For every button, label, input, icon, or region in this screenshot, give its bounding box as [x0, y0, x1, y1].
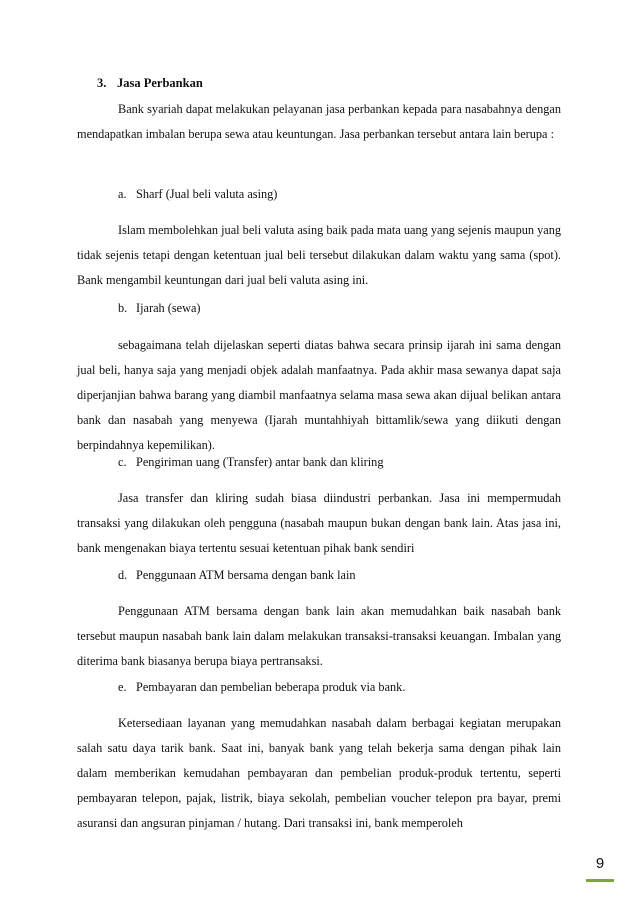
paragraph-a: Islam membolehkan jual beli valuta asing baik pada mata uang yang sejenis maupun yang tidak sejenis tetapi dengan ketentuan jual beli tersebut dilakukan dalam waktu yang sama (spot). Bank mengambil keuntungan dari jual beli valuta asing ini. — [77, 223, 561, 287]
section-number: 3. — [97, 76, 107, 90]
subheading-b — [118, 300, 201, 316]
section-intro-paragraph: Bank syariah dapat melakukan pelayanan jasa perbankan kepada para nasabahnya dengan mendapatkan imbalan berupa sewa atau keuntungan. Jasa perbankan tersebut antara lain berupa : — [77, 102, 561, 141]
subheading-title: Pengiriman uang (Transfer) antar bank dan kliring — [136, 455, 384, 469]
subheading-title: Penggunaan ATM bersama dengan bank lain — [136, 568, 356, 582]
section-heading — [97, 76, 203, 91]
paragraph-e: Ketersediaan layanan yang memudahkan nasabah dalam berbagai kegiatan merupakan salah satu daya tarik bank. Saat ini, banyak bank yang telah bekerja sama dengan pihak lain dalam memberikan kemudahan pembayaran dan pembelian produk-produk tertentu, seperti pembayaran telepon, pajak, listrik, biaya sekolah, pembelian voucher telepon pra bayar, premi asuransi dan angsuran pinjaman / hutang. Dari transaksi ini, bank memperoleh — [77, 716, 561, 830]
paragraph-b: sebagaimana telah dijelaskan seperti diatas bahwa secara prinsip ijarah ini sama dengan jual beli, hanya saja yang menjadi objek adalah manfaatnya. Pada akhir masa sewanya dapat saja diperjanjian bahwa barang yang diambil manfaatnya selama masa sewa akan dijual belikan antara bank dan nasabah yang menyewa (Ijarah muntahhiyah bittamlik/sewa yang diikuti dengan berpindahnya kepemilikan). — [77, 338, 561, 452]
page-number: 9 — [595, 855, 605, 872]
subheading-letter: e. — [118, 680, 127, 694]
subheading-e — [118, 679, 405, 695]
subheading-title: Ijarah (sewa) — [136, 301, 201, 315]
subheading-letter: d. — [118, 568, 128, 582]
section-title: Jasa Perbankan — [117, 76, 203, 90]
subheading-title: Pembayaran dan pembelian beberapa produk via bank. — [136, 680, 406, 694]
subheading-title: Sharf (Jual beli valuta asing) — [136, 187, 278, 201]
page-number-box — [586, 853, 614, 882]
paragraph-d: Penggunaan ATM bersama dengan bank lain akan memudahkan baik nasabah bank tersebut maupun nasabah bank lain dalam melakukan transaksi-transaksi keuangan. Imbalan yang diterima bank biasanya berupa biaya pertransaksi. — [77, 604, 561, 668]
subheading-a — [118, 186, 277, 202]
subheading-letter: c. — [118, 455, 127, 469]
subheading-letter: a. — [118, 187, 127, 201]
subheading-letter: b. — [118, 301, 128, 315]
subheading-c — [118, 454, 383, 470]
subheading-d — [118, 567, 356, 583]
paragraph-c: Jasa transfer dan kliring sudah biasa diindustri perbankan. Jasa ini mempermudah transaksi yang dilakukan oleh pengguna (nasabah maupun bukan dengan bank lain. Atas jasa ini, bank mengenakan biaya tertentu sesuai ketentuan pihak bank sendiri — [77, 491, 561, 555]
